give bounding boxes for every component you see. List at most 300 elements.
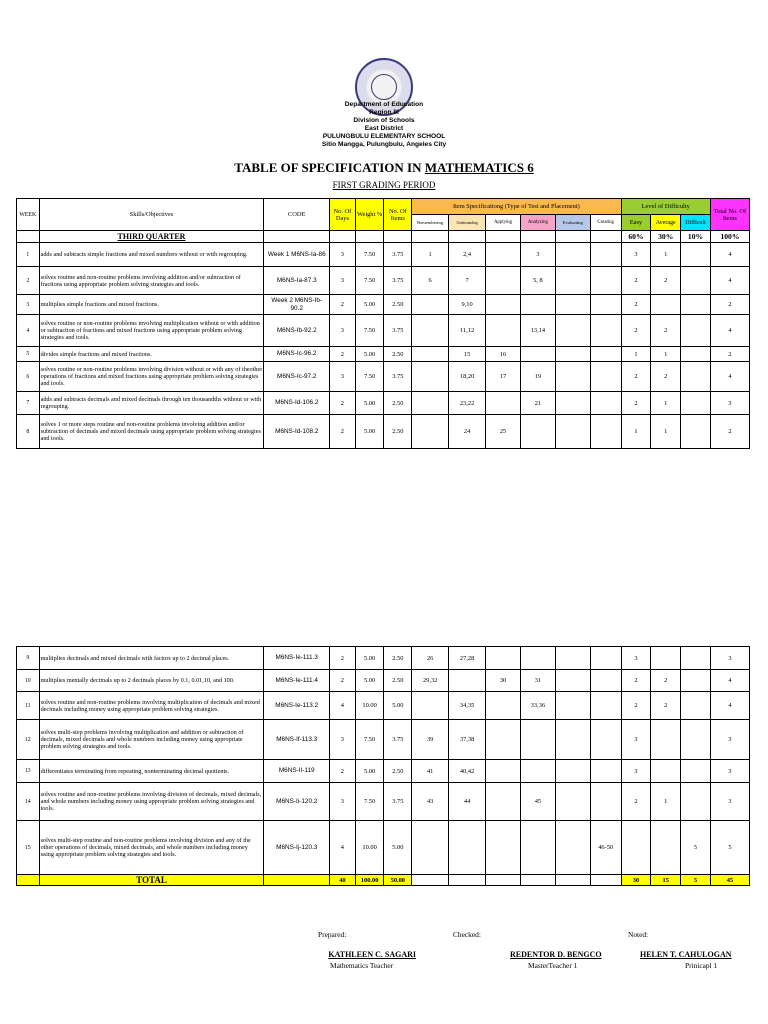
cell-average: 2 xyxy=(651,362,681,392)
percent-average: 30% xyxy=(651,231,681,243)
header-division: Division of Schools xyxy=(353,117,415,124)
percent-total: 100% xyxy=(710,231,749,243)
cell-week: 7 xyxy=(17,392,40,415)
quarter-label: THIRD QUARTER xyxy=(39,231,264,243)
cell-remembering xyxy=(412,347,449,362)
cell-average: 2 xyxy=(651,670,681,692)
header-difficult: Difficult xyxy=(681,215,711,231)
cell-average xyxy=(651,295,681,315)
table-row xyxy=(17,415,750,449)
cell-analyzing xyxy=(520,295,555,315)
cell-average: 1 xyxy=(651,415,681,449)
cell-total: 3 xyxy=(710,720,749,760)
cell-items: 3.75 xyxy=(384,720,412,760)
total-label: TOTAL xyxy=(39,875,264,886)
cell-difficult xyxy=(681,295,711,315)
title-prefix: TABLE OF SPECIFICATION IN xyxy=(234,160,425,175)
table-row xyxy=(17,295,750,315)
cell-difficult xyxy=(681,243,711,267)
cell-difficult xyxy=(681,670,711,692)
total-items: 50.00 xyxy=(384,875,412,886)
cell-understanding: 9,10 xyxy=(449,295,486,315)
cell-average: 2 xyxy=(651,315,681,347)
cell-skill: solves routine and non-routine problems involving multiplication of decimals and mixed decimals including money using appropriate problem solving strategies. xyxy=(39,692,264,720)
cell-average xyxy=(651,720,681,760)
cell-total: 2 xyxy=(710,295,749,315)
cell-skill: solves 1 or more steps routine and non-routine problems involving addition and/or subtraction of decimals and mixed decimals using appropriate problem solving strategies and tools. xyxy=(39,415,264,449)
cell-applying xyxy=(486,243,521,267)
cell-creating xyxy=(590,692,621,720)
cell-difficult xyxy=(681,720,711,760)
table-row xyxy=(17,315,750,347)
header-skills: Skills/Objectives xyxy=(39,199,264,231)
cell-analyzing: 21 xyxy=(520,392,555,415)
cell-analyzing: 19 xyxy=(520,362,555,392)
cell-easy: 1 xyxy=(621,415,651,449)
cell-remembering: 43 xyxy=(412,783,449,821)
percent-easy: 60% xyxy=(621,231,651,243)
cell-analyzing xyxy=(520,720,555,760)
cell-average: 2 xyxy=(651,267,681,295)
table-row xyxy=(17,783,750,821)
cell-evaluating xyxy=(555,243,590,267)
cell-easy: 2 xyxy=(621,267,651,295)
cell-skill: multiplies simple fractions and mixed fractions. xyxy=(39,295,264,315)
cell-easy: 3 xyxy=(621,760,651,783)
cell-total: 2 xyxy=(710,347,749,362)
seal-emblem xyxy=(371,74,397,100)
cell-average xyxy=(651,647,681,670)
cell-code: Week 1 M6NS-Ia-86 xyxy=(264,243,330,267)
cell-average xyxy=(651,760,681,783)
cell-understanding: 40,42 xyxy=(449,760,486,783)
header-easy: Easy xyxy=(621,215,651,231)
cell-code: M6NS-Ij-120.3 xyxy=(264,821,330,875)
cell-code: M6NS-Ie-111.3 xyxy=(264,647,330,670)
cell-analyzing xyxy=(520,415,555,449)
cell-understanding: 15 xyxy=(449,347,486,362)
cell-days: 3 xyxy=(330,243,356,267)
cell-applying: 30 xyxy=(486,670,521,692)
cell-creating xyxy=(590,347,621,362)
cell-easy: 3 xyxy=(621,243,651,267)
cell-weight: 7.50 xyxy=(355,243,384,267)
header-department: Department of Education xyxy=(344,101,424,108)
checked-label: Checked: xyxy=(453,930,481,939)
cell-understanding: 24 xyxy=(449,415,486,449)
cell-total: 4 xyxy=(710,362,749,392)
cell-evaluating xyxy=(555,670,590,692)
header-region: Region III xyxy=(369,109,399,116)
cell-easy: 2 xyxy=(621,692,651,720)
cell-skill: solves routine or non-routine problems involving multiplication without or with addition or subtraction of fractions and mixed fractions using appropriate problem solving strategies and tools. xyxy=(39,315,264,347)
table-row xyxy=(17,760,750,783)
cell-easy: 3 xyxy=(621,647,651,670)
cell-applying xyxy=(486,647,521,670)
cell-total: 3 xyxy=(710,392,749,415)
total-difficult: 5 xyxy=(681,875,711,886)
cell-code: Week 2 M6NS-Ib-90.2 xyxy=(264,295,330,315)
cell-remembering xyxy=(412,692,449,720)
cell-applying xyxy=(486,821,521,875)
cell-applying xyxy=(486,315,521,347)
cell-applying xyxy=(486,295,521,315)
cell-days: 2 xyxy=(330,647,356,670)
cell-items: 3.75 xyxy=(384,267,412,295)
cell-code: M6NS-II-119 xyxy=(264,760,330,783)
total-all: 45 xyxy=(710,875,749,886)
cell-understanding: 2,4 xyxy=(449,243,486,267)
cell-total: 4 xyxy=(710,315,749,347)
cell-easy: 1 xyxy=(621,347,651,362)
cell-evaluating xyxy=(555,392,590,415)
cell-average: 2 xyxy=(651,692,681,720)
header-total-items: Total No. Of Items xyxy=(710,199,749,231)
cell-total: 3 xyxy=(710,783,749,821)
cell-difficult xyxy=(681,760,711,783)
cell-average: 1 xyxy=(651,392,681,415)
cell-days: 3 xyxy=(330,315,356,347)
cell-evaluating xyxy=(555,415,590,449)
header-applying: Applying xyxy=(486,215,521,231)
cell-skill: multiplies decimals and mixed decimals with factors up to 2 decimal places. xyxy=(39,647,264,670)
prepared-role: Mathematics Teacher xyxy=(330,961,394,970)
cell-weight: 5.00 xyxy=(355,295,384,315)
cell-difficult: 5 xyxy=(681,821,711,875)
cell-understanding: 23,22 xyxy=(449,392,486,415)
cell-days: 3 xyxy=(330,362,356,392)
cell-remembering xyxy=(412,392,449,415)
noted-name: HELEN T. CAHULOGAN xyxy=(640,950,732,959)
cell-days: 4 xyxy=(330,821,356,875)
cell-creating xyxy=(590,783,621,821)
cell-analyzing: 3 xyxy=(520,243,555,267)
cell-code: M6NS-Ii-120.2 xyxy=(264,783,330,821)
cell-applying xyxy=(486,392,521,415)
cell-total: 2 xyxy=(710,415,749,449)
cell-items: 5.00 xyxy=(384,692,412,720)
table-row xyxy=(17,670,750,692)
cell-remembering xyxy=(412,821,449,875)
cell-weight: 10.00 xyxy=(355,821,384,875)
cell-evaluating xyxy=(555,347,590,362)
table-row xyxy=(17,720,750,760)
cell-applying xyxy=(486,692,521,720)
header-days: No. Of Days xyxy=(330,199,356,231)
cell-days: 2 xyxy=(330,670,356,692)
cell-creating xyxy=(590,392,621,415)
cell-remembering: 41 xyxy=(412,760,449,783)
cell-remembering: 6 xyxy=(412,267,449,295)
cell-total: 5 xyxy=(710,821,749,875)
cell-average: 1 xyxy=(651,783,681,821)
table-row xyxy=(17,347,750,362)
cell-days: 2 xyxy=(330,760,356,783)
cell-weight: 7.50 xyxy=(355,315,384,347)
table-row xyxy=(17,267,750,295)
cell-difficult xyxy=(681,692,711,720)
cell-total: 4 xyxy=(710,670,749,692)
cell-code: M6NS-Ia-87.3 xyxy=(264,267,330,295)
cell-creating xyxy=(590,315,621,347)
cell-skill: solves multi-step problems involving multiplication and addition or subtraction of decimals, mixed decimals and whole numbers including money using appropriate problem solving strategies and tools. xyxy=(39,720,264,760)
cell-difficult xyxy=(681,362,711,392)
cell-creating xyxy=(590,647,621,670)
cell-average: 1 xyxy=(651,347,681,362)
cell-weight: 5.00 xyxy=(355,760,384,783)
cell-code: M6NS-Ie-111.4 xyxy=(264,670,330,692)
header-school: PULUNGBULU ELEMENTARY SCHOOL xyxy=(322,133,446,140)
percent-difficult: 10% xyxy=(681,231,711,243)
header-analyzing: Analyzing xyxy=(520,215,555,231)
specification-table-part1 xyxy=(16,198,750,449)
cell-week: 15 xyxy=(17,821,40,875)
cell-skill: differentiates terminating from repeating, nonterminating decimal quotients. xyxy=(39,760,264,783)
cell-easy xyxy=(621,821,651,875)
cell-week: 12 xyxy=(17,720,40,760)
table-row xyxy=(17,362,750,392)
cell-evaluating xyxy=(555,267,590,295)
cell-skill: solves routine and non-routine problems involving division of decimals, mixed decimals, and whole numbers including money using appropriate problem solving strategies and tools. xyxy=(39,783,264,821)
cell-evaluating xyxy=(555,315,590,347)
cell-items: 5.00 xyxy=(384,821,412,875)
cell-days: 2 xyxy=(330,415,356,449)
cell-skill: adds and subtracts simple fractions and mixed numbers without or with regrouping. xyxy=(39,243,264,267)
cell-skill: solves routine or non-routine problems involving division without or with any of theother operations of fractions and mixed fractions using appropriate problem solving strategies and tools. xyxy=(39,362,264,392)
total-weight: 100.00 xyxy=(355,875,384,886)
cell-remembering: 39 xyxy=(412,720,449,760)
cell-total: 4 xyxy=(710,267,749,295)
cell-week: 2 xyxy=(17,267,40,295)
cell-analyzing: 45 xyxy=(520,783,555,821)
header-district: East District xyxy=(364,125,404,132)
cell-creating xyxy=(590,415,621,449)
cell-applying xyxy=(486,267,521,295)
cell-creating xyxy=(590,720,621,760)
cell-easy: 2 xyxy=(621,362,651,392)
cell-items: 2.50 xyxy=(384,647,412,670)
cell-week: 8 xyxy=(17,415,40,449)
prepared-label: Prepared: xyxy=(318,930,347,939)
cell-skill: solves routine and non-routine problems involving addition and/or subtraction of fractions using appropriate problem solving strategies and tools. xyxy=(39,267,264,295)
cell-creating xyxy=(590,670,621,692)
cell-weight: 7.50 xyxy=(355,267,384,295)
cell-easy: 3 xyxy=(621,720,651,760)
cell-days: 2 xyxy=(330,347,356,362)
header-average: Average xyxy=(651,215,681,231)
cell-analyzing: 31 xyxy=(520,670,555,692)
cell-understanding: 11,12 xyxy=(449,315,486,347)
cell-easy: 2 xyxy=(621,295,651,315)
cell-creating xyxy=(590,760,621,783)
cell-week: 4 xyxy=(17,315,40,347)
cell-analyzing xyxy=(520,647,555,670)
header-understanding: Understanding xyxy=(449,215,486,231)
cell-applying: 17 xyxy=(486,362,521,392)
total-days: 40 xyxy=(330,875,356,886)
cell-weight: 5.00 xyxy=(355,415,384,449)
cell-remembering xyxy=(412,295,449,315)
cell-evaluating xyxy=(555,692,590,720)
header-address: Sitio Mangga, Pulungbulu, Angeles City xyxy=(321,141,447,148)
cell-applying: 25 xyxy=(486,415,521,449)
cell-analyzing xyxy=(520,821,555,875)
cell-weight: 5.00 xyxy=(355,647,384,670)
cell-days: 3 xyxy=(330,267,356,295)
cell-week: 13 xyxy=(17,760,40,783)
cell-total: 3 xyxy=(710,647,749,670)
cell-evaluating xyxy=(555,783,590,821)
cell-applying xyxy=(486,760,521,783)
cell-difficult xyxy=(681,647,711,670)
cell-difficult xyxy=(681,315,711,347)
cell-creating xyxy=(590,295,621,315)
cell-items: 2.50 xyxy=(384,392,412,415)
cell-days: 4 xyxy=(330,692,356,720)
cell-understanding: 27,28 xyxy=(449,647,486,670)
cell-remembering: 26 xyxy=(412,647,449,670)
header-creating: Creating xyxy=(590,215,621,231)
cell-total: 3 xyxy=(710,760,749,783)
checked-role: MasterTeacher 1 xyxy=(528,961,578,970)
cell-difficult xyxy=(681,783,711,821)
cell-code: M6NS-Id-108.2 xyxy=(264,415,330,449)
title-subject: MATHEMATICS 6 xyxy=(424,160,534,175)
cell-skill: solves multi-step routine and non-routine problems involving division and any of the other operations of decimals, mixed decimals, and whole numbers including money using appropriate problem solving strategies and tools. xyxy=(39,821,264,875)
header-evaluating: Evaluating xyxy=(555,215,590,231)
cell-week: 5 xyxy=(17,347,40,362)
cell-remembering: 29,32 xyxy=(412,670,449,692)
total-easy: 30 xyxy=(621,875,651,886)
cell-easy: 2 xyxy=(621,315,651,347)
cell-week: 11 xyxy=(17,692,40,720)
cell-remembering xyxy=(412,415,449,449)
cell-analyzing: 5, 8 xyxy=(520,267,555,295)
cell-weight: 10.00 xyxy=(355,692,384,720)
cell-items: 2.50 xyxy=(384,670,412,692)
cell-applying xyxy=(486,783,521,821)
cell-easy: 2 xyxy=(621,670,651,692)
cell-average xyxy=(651,821,681,875)
header-week: WEEK xyxy=(17,199,40,231)
cell-days: 2 xyxy=(330,392,356,415)
cell-skill: divides simple fractions and mixed fractions. xyxy=(39,347,264,362)
cell-understanding: 18,20 xyxy=(449,362,486,392)
cell-week: 14 xyxy=(17,783,40,821)
cell-items: 3.75 xyxy=(384,783,412,821)
cell-analyzing: 13,14 xyxy=(520,315,555,347)
cell-code: M6NS-Ib-92.2 xyxy=(264,315,330,347)
table-row xyxy=(17,821,750,875)
table-row xyxy=(17,243,750,267)
cell-weight: 7.50 xyxy=(355,783,384,821)
cell-items: 3.75 xyxy=(384,362,412,392)
noted-role: Prinicapl 1 xyxy=(685,961,718,970)
total-average: 15 xyxy=(651,875,681,886)
table-row xyxy=(17,692,750,720)
cell-days: 2 xyxy=(330,295,356,315)
cell-evaluating xyxy=(555,760,590,783)
cell-evaluating xyxy=(555,647,590,670)
cell-evaluating xyxy=(555,295,590,315)
cell-week: 1 xyxy=(17,243,40,267)
cell-understanding: 34,35 xyxy=(449,692,486,720)
cell-remembering xyxy=(412,362,449,392)
cell-skill: adds and subtracts decimals and mixed decimals through ten thousandths without or with regrouping. xyxy=(39,392,264,415)
cell-evaluating xyxy=(555,720,590,760)
cell-code: M6NS-Ic-97.2 xyxy=(264,362,330,392)
cell-total: 4 xyxy=(710,243,749,267)
cell-items: 3.75 xyxy=(384,243,412,267)
cell-items: 2.50 xyxy=(384,347,412,362)
cell-skill: multiplies mentally decimals up to 2 decimals places by 0.1, 0.01,10, and 100. xyxy=(39,670,264,692)
page-title xyxy=(0,160,768,176)
cell-creating xyxy=(590,267,621,295)
cell-understanding xyxy=(449,821,486,875)
noted-label: Noted: xyxy=(628,930,649,939)
cell-understanding: 44 xyxy=(449,783,486,821)
cell-total: 4 xyxy=(710,692,749,720)
cell-easy: 2 xyxy=(621,392,651,415)
cell-average: 1 xyxy=(651,243,681,267)
grading-period: FIRST GRADING PERIOD xyxy=(332,180,436,190)
cell-weight: 5.00 xyxy=(355,392,384,415)
cell-understanding: 7 xyxy=(449,267,486,295)
header-items: No. Of Items xyxy=(384,199,412,231)
cell-difficult xyxy=(681,392,711,415)
cell-difficult xyxy=(681,347,711,362)
cell-week: 10 xyxy=(17,670,40,692)
cell-weight: 5.00 xyxy=(355,347,384,362)
cell-analyzing xyxy=(520,347,555,362)
cell-analyzing: 33,36 xyxy=(520,692,555,720)
cell-code: M6NS-Ie-113.2 xyxy=(264,692,330,720)
header-weight: Weight % xyxy=(355,199,384,231)
cell-items: 2.50 xyxy=(384,295,412,315)
cell-weight: 7.50 xyxy=(355,720,384,760)
cell-weight: 5.00 xyxy=(355,670,384,692)
cell-days: 3 xyxy=(330,720,356,760)
cell-remembering xyxy=(412,315,449,347)
header-item-spec: Item Specificationg (Type of Test and Placement) xyxy=(412,199,621,215)
cell-code: M6NS-Id-106.2 xyxy=(264,392,330,415)
table-row xyxy=(17,392,750,415)
cell-difficult xyxy=(681,415,711,449)
cell-creating xyxy=(590,362,621,392)
checked-name: REDENTOR D. BENGCO xyxy=(510,950,602,959)
table-row xyxy=(17,647,750,670)
cell-evaluating xyxy=(555,362,590,392)
header-code: CODE xyxy=(264,199,330,231)
cell-week: 9 xyxy=(17,647,40,670)
header-difficulty: Level of Difficulty xyxy=(621,199,710,215)
cell-code: M6NS-If-113.3 xyxy=(264,720,330,760)
cell-difficult xyxy=(681,267,711,295)
cell-week: 3 xyxy=(17,295,40,315)
cell-applying: 16 xyxy=(486,347,521,362)
cell-evaluating xyxy=(555,821,590,875)
cell-understanding: 37,38 xyxy=(449,720,486,760)
cell-code: M6NS-Ic-96.2 xyxy=(264,347,330,362)
cell-items: 2.50 xyxy=(384,760,412,783)
cell-creating xyxy=(590,243,621,267)
cell-remembering: 1 xyxy=(412,243,449,267)
cell-creating: 46-50 xyxy=(590,821,621,875)
cell-items: 3.75 xyxy=(384,315,412,347)
cell-easy: 2 xyxy=(621,783,651,821)
cell-applying xyxy=(486,720,521,760)
cell-items: 2.50 xyxy=(384,415,412,449)
